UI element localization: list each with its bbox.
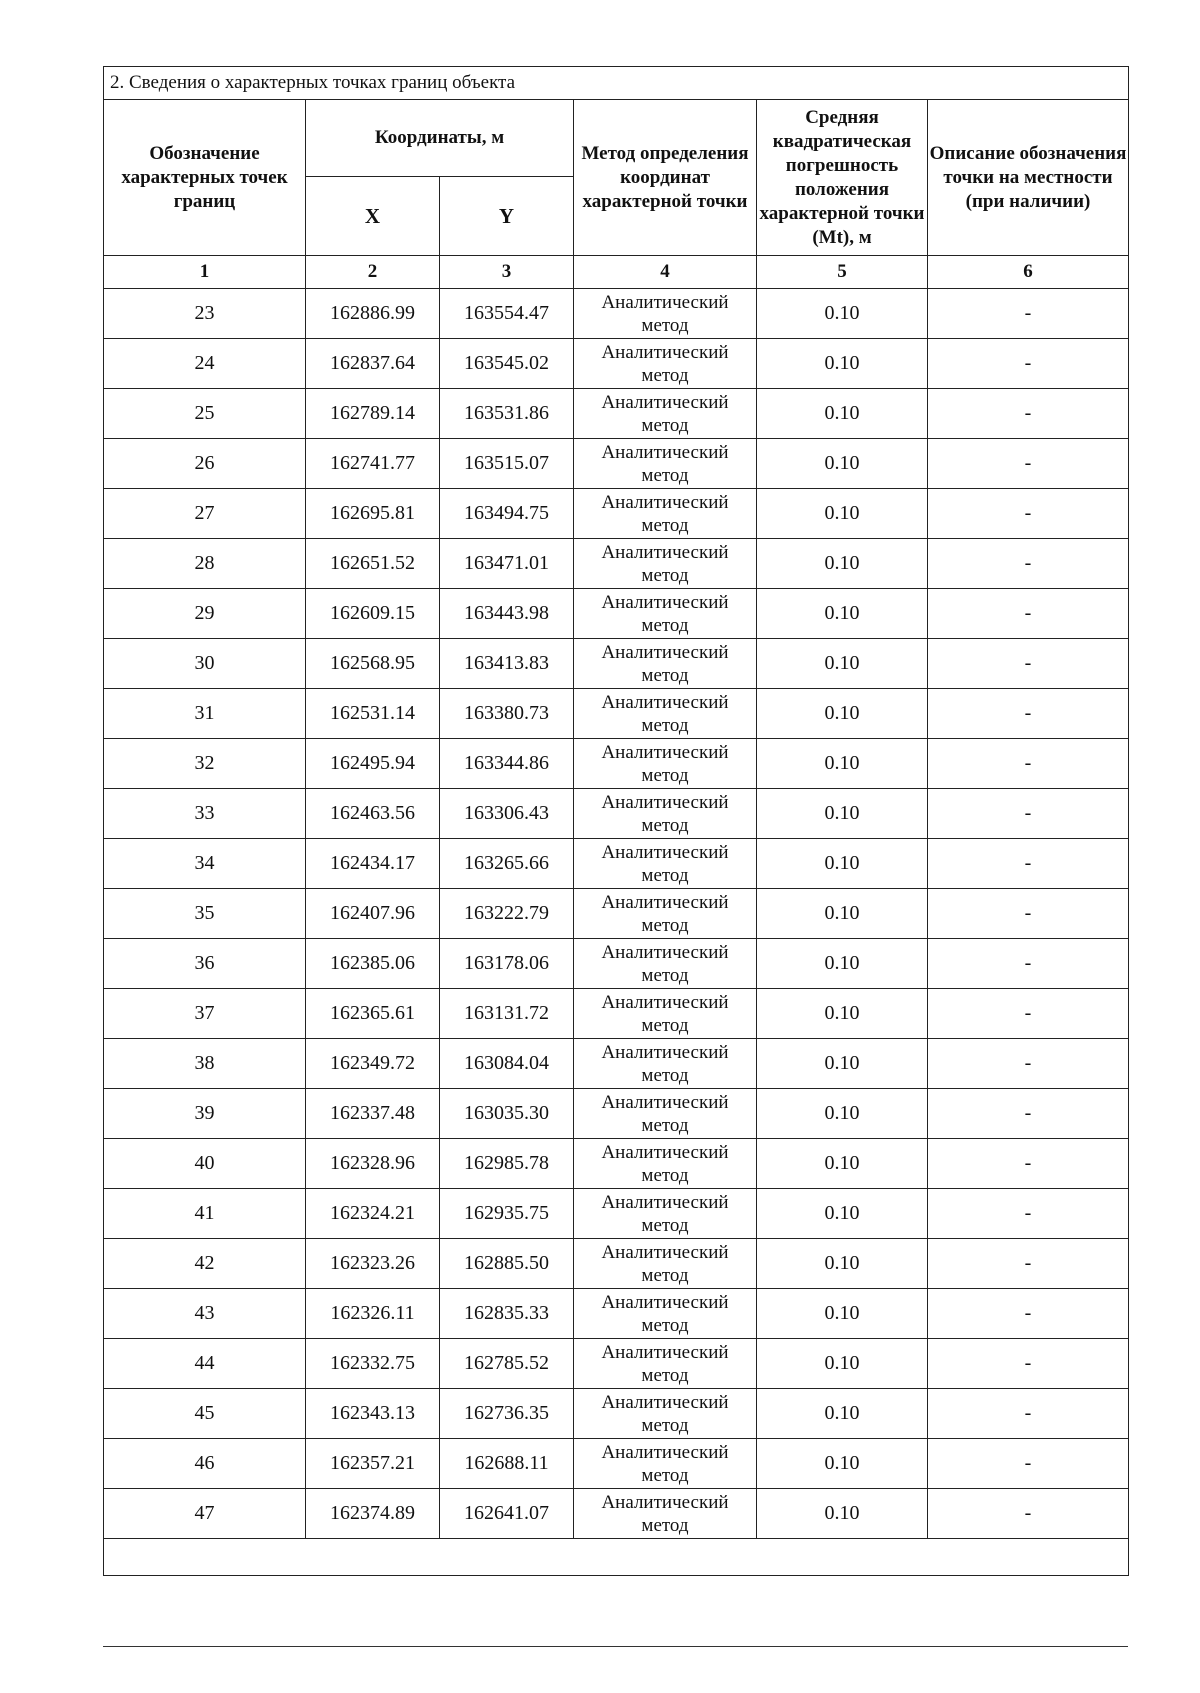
- method-text: метод: [641, 514, 689, 536]
- coordinate-y: 163222.79: [440, 889, 574, 939]
- coordinate-y: 163494.75: [440, 489, 574, 539]
- point-description: -: [928, 989, 1129, 1039]
- method-text: Аналитический: [601, 691, 729, 713]
- method-text: Аналитический: [601, 1391, 729, 1413]
- point-description: -: [928, 1039, 1129, 1089]
- point-number: 46: [104, 1439, 306, 1489]
- point-number: 33: [104, 789, 306, 839]
- table-body: [104, 289, 1129, 1539]
- point-number: 37: [104, 989, 306, 1039]
- error-value: 0.10: [757, 1239, 928, 1289]
- table-row: [104, 689, 1129, 739]
- coordinate-y: 163554.47: [440, 289, 574, 339]
- coordinate-x: 162323.26: [306, 1239, 440, 1289]
- method-text: метод: [641, 464, 689, 486]
- point-number: 26: [104, 439, 306, 489]
- coordinate-x: 162789.14: [306, 389, 440, 439]
- method-text: метод: [641, 1114, 689, 1136]
- coordinate-y: 163515.07: [440, 439, 574, 489]
- table-row: [104, 339, 1129, 389]
- table-row: [104, 1339, 1129, 1389]
- coordinate-x: 162365.61: [306, 989, 440, 1039]
- method-text: метод: [641, 1164, 689, 1186]
- coordinate-y: 162935.75: [440, 1189, 574, 1239]
- table-header: [104, 67, 1129, 289]
- method-text: метод: [641, 864, 689, 886]
- method-text: Аналитический: [601, 491, 729, 513]
- coordinate-y: 163084.04: [440, 1039, 574, 1089]
- table-row: [104, 939, 1129, 989]
- method-cell: [574, 339, 757, 389]
- point-description: -: [928, 689, 1129, 739]
- table-row: [104, 1239, 1129, 1289]
- table-row: [104, 1139, 1129, 1189]
- method-cell: [574, 589, 757, 639]
- method-text: метод: [641, 764, 689, 786]
- error-value: 0.10: [757, 539, 928, 589]
- method-cell: [574, 389, 757, 439]
- point-number: 45: [104, 1389, 306, 1439]
- coordinate-x: 162374.89: [306, 1489, 440, 1539]
- coordinate-x: 162337.48: [306, 1089, 440, 1139]
- coordinate-x: 162886.99: [306, 289, 440, 339]
- table-row: [104, 1189, 1129, 1239]
- coordinate-y: 163306.43: [440, 789, 574, 839]
- method-cell: [574, 439, 757, 489]
- error-value: 0.10: [757, 1339, 928, 1389]
- coordinate-x: 162326.11: [306, 1289, 440, 1339]
- table-row: [104, 989, 1129, 1039]
- table-row: [104, 1039, 1129, 1089]
- method-text: Аналитический: [601, 591, 729, 613]
- coordinate-x: 162495.94: [306, 739, 440, 789]
- method-text: метод: [641, 614, 689, 636]
- point-number: 38: [104, 1039, 306, 1089]
- error-value: 0.10: [757, 489, 928, 539]
- error-value: 0.10: [757, 689, 928, 739]
- method-cell: [574, 1239, 757, 1289]
- point-description: -: [928, 789, 1129, 839]
- coordinate-y: 162885.50: [440, 1239, 574, 1289]
- point-description: -: [928, 1189, 1129, 1239]
- point-number: 47: [104, 1489, 306, 1539]
- table-row: [104, 739, 1129, 789]
- coordinate-x: 162357.21: [306, 1439, 440, 1489]
- method-text: метод: [641, 914, 689, 936]
- point-description: -: [928, 589, 1129, 639]
- method-cell: [574, 1039, 757, 1089]
- table-row: [104, 839, 1129, 889]
- point-number: 41: [104, 1189, 306, 1239]
- method-text: Аналитический: [601, 291, 729, 313]
- error-value: 0.10: [757, 389, 928, 439]
- coordinate-x: 162651.52: [306, 539, 440, 589]
- error-value: 0.10: [757, 289, 928, 339]
- point-number: 29: [104, 589, 306, 639]
- method-text: Аналитический: [601, 991, 729, 1013]
- point-number: 35: [104, 889, 306, 939]
- error-value: 0.10: [757, 889, 928, 939]
- error-value: 0.10: [757, 839, 928, 889]
- table-row: [104, 539, 1129, 589]
- coordinate-y: 163471.01: [440, 539, 574, 589]
- table-row: [104, 889, 1129, 939]
- coordinate-x: 162385.06: [306, 939, 440, 989]
- coordinate-y: 163545.02: [440, 339, 574, 389]
- method-text: Аналитический: [601, 1091, 729, 1113]
- header-y: Y: [440, 177, 574, 256]
- method-cell: [574, 789, 757, 839]
- point-number: 34: [104, 839, 306, 889]
- column-number: 5: [757, 256, 928, 289]
- point-number: 43: [104, 1289, 306, 1339]
- point-number: 42: [104, 1239, 306, 1289]
- method-text: метод: [641, 1264, 689, 1286]
- table-row: [104, 489, 1129, 539]
- header-error: Средняя квадратическая погрешность положения характерной точки (Mt), м: [757, 100, 928, 256]
- table-row: [104, 1089, 1129, 1139]
- coordinate-y: 163178.06: [440, 939, 574, 989]
- column-number-row: [104, 256, 1129, 289]
- empty-footer-cell: [104, 1539, 1129, 1576]
- method-cell: [574, 1339, 757, 1389]
- method-cell: [574, 1439, 757, 1489]
- method-cell: [574, 289, 757, 339]
- method-cell: [574, 1489, 757, 1539]
- method-text: метод: [641, 1364, 689, 1386]
- header-description: Описание обозначения точки на местности (при наличии): [928, 100, 1129, 256]
- method-text: метод: [641, 1514, 689, 1536]
- method-cell: [574, 689, 757, 739]
- coordinate-x: 162349.72: [306, 1039, 440, 1089]
- method-text: Аналитический: [601, 441, 729, 463]
- table-row: [104, 589, 1129, 639]
- method-cell: [574, 489, 757, 539]
- error-value: 0.10: [757, 1489, 928, 1539]
- column-number: 1: [104, 256, 306, 289]
- method-text: метод: [641, 1214, 689, 1236]
- method-cell: [574, 1139, 757, 1189]
- column-number: 2: [306, 256, 440, 289]
- bottom-rule: [103, 1646, 1128, 1647]
- point-number: 23: [104, 289, 306, 339]
- table-row: [104, 439, 1129, 489]
- method-text: Аналитический: [601, 391, 729, 413]
- point-number: 44: [104, 1339, 306, 1389]
- error-value: 0.10: [757, 1439, 928, 1489]
- method-cell: [574, 939, 757, 989]
- error-value: 0.10: [757, 789, 928, 839]
- coordinate-y: 162785.52: [440, 1339, 574, 1389]
- section-title: 2. Сведения о характерных точках границ объекта: [104, 67, 1129, 100]
- table-row: [104, 1439, 1129, 1489]
- coordinate-x: 162531.14: [306, 689, 440, 739]
- coordinate-x: 162741.77: [306, 439, 440, 489]
- method-text: метод: [641, 1064, 689, 1086]
- method-text: Аналитический: [601, 1441, 729, 1463]
- coordinate-y: 163344.86: [440, 739, 574, 789]
- method-cell: [574, 1289, 757, 1339]
- method-text: Аналитический: [601, 341, 729, 363]
- table-row: [104, 639, 1129, 689]
- point-number: 25: [104, 389, 306, 439]
- point-description: -: [928, 539, 1129, 589]
- error-value: 0.10: [757, 739, 928, 789]
- point-number: 28: [104, 539, 306, 589]
- method-text: метод: [641, 1414, 689, 1436]
- point-number: 39: [104, 1089, 306, 1139]
- column-number: 6: [928, 256, 1129, 289]
- point-description: -: [928, 1489, 1129, 1539]
- method-text: метод: [641, 414, 689, 436]
- point-description: -: [928, 1089, 1129, 1139]
- method-text: Аналитический: [601, 1141, 729, 1163]
- error-value: 0.10: [757, 589, 928, 639]
- point-description: -: [928, 339, 1129, 389]
- boundary-points-table: [103, 66, 1129, 1576]
- method-text: Аналитический: [601, 1341, 729, 1363]
- coordinate-y: 162736.35: [440, 1389, 574, 1439]
- coordinate-x: 162434.17: [306, 839, 440, 889]
- point-number: 32: [104, 739, 306, 789]
- point-description: -: [928, 1389, 1129, 1439]
- error-value: 0.10: [757, 939, 928, 989]
- point-number: 36: [104, 939, 306, 989]
- method-text: метод: [641, 364, 689, 386]
- coordinate-y: 163380.73: [440, 689, 574, 739]
- header-designation: Обозначение характерных точек границ: [104, 100, 306, 256]
- error-value: 0.10: [757, 1389, 928, 1439]
- table-row: [104, 1489, 1129, 1539]
- method-text: Аналитический: [601, 1291, 729, 1313]
- coordinate-y: 163443.98: [440, 589, 574, 639]
- coordinate-x: 162463.56: [306, 789, 440, 839]
- method-text: Аналитический: [601, 641, 729, 663]
- method-text: метод: [641, 714, 689, 736]
- coordinate-x: 162695.81: [306, 489, 440, 539]
- coordinate-x: 162332.75: [306, 1339, 440, 1389]
- coordinate-y: 163035.30: [440, 1089, 574, 1139]
- point-number: 40: [104, 1139, 306, 1189]
- error-value: 0.10: [757, 639, 928, 689]
- point-description: -: [928, 439, 1129, 489]
- method-cell: [574, 539, 757, 589]
- method-text: Аналитический: [601, 541, 729, 563]
- method-text: Аналитический: [601, 1041, 729, 1063]
- table-row: [104, 789, 1129, 839]
- coordinate-x: 162343.13: [306, 1389, 440, 1439]
- coordinate-y: 163131.72: [440, 989, 574, 1039]
- point-description: -: [928, 1239, 1129, 1289]
- coordinate-x: 162407.96: [306, 889, 440, 939]
- error-value: 0.10: [757, 1039, 928, 1089]
- error-value: 0.10: [757, 1139, 928, 1189]
- coordinate-x: 162609.15: [306, 589, 440, 639]
- column-number: 4: [574, 256, 757, 289]
- coordinate-x: 162568.95: [306, 639, 440, 689]
- table-row: [104, 1289, 1129, 1339]
- header-x: X: [306, 177, 440, 256]
- method-cell: [574, 839, 757, 889]
- table-footer-row: [104, 1539, 1129, 1576]
- error-value: 0.10: [757, 1189, 928, 1239]
- point-description: -: [928, 289, 1129, 339]
- method-cell: [574, 1389, 757, 1439]
- method-cell: [574, 989, 757, 1039]
- point-description: -: [928, 489, 1129, 539]
- header-method: Метод определения координат характерной точки: [574, 100, 757, 256]
- coordinate-y: 162641.07: [440, 1489, 574, 1539]
- coordinate-x: 162837.64: [306, 339, 440, 389]
- coordinate-y: 162835.33: [440, 1289, 574, 1339]
- method-text: Аналитический: [601, 941, 729, 963]
- point-description: -: [928, 389, 1129, 439]
- error-value: 0.10: [757, 989, 928, 1039]
- method-cell: [574, 1189, 757, 1239]
- point-description: -: [928, 839, 1129, 889]
- method-text: метод: [641, 564, 689, 586]
- error-value: 0.10: [757, 1289, 928, 1339]
- method-text: метод: [641, 1014, 689, 1036]
- column-number: 3: [440, 256, 574, 289]
- coordinate-x: 162328.96: [306, 1139, 440, 1189]
- method-text: метод: [641, 964, 689, 986]
- method-text: Аналитический: [601, 1491, 729, 1513]
- method-text: Аналитический: [601, 741, 729, 763]
- header-coordinates: Координаты, м: [306, 100, 574, 177]
- point-description: -: [928, 939, 1129, 989]
- method-cell: [574, 739, 757, 789]
- point-number: 30: [104, 639, 306, 689]
- point-description: -: [928, 639, 1129, 689]
- error-value: 0.10: [757, 339, 928, 389]
- point-number: 31: [104, 689, 306, 739]
- method-text: метод: [641, 1314, 689, 1336]
- coordinate-y: 162985.78: [440, 1139, 574, 1189]
- error-value: 0.10: [757, 439, 928, 489]
- table-row: [104, 1389, 1129, 1439]
- method-cell: [574, 1089, 757, 1139]
- method-text: метод: [641, 814, 689, 836]
- method-cell: [574, 639, 757, 689]
- point-description: -: [928, 1139, 1129, 1189]
- method-text: Аналитический: [601, 791, 729, 813]
- coordinate-y: 163413.83: [440, 639, 574, 689]
- coordinate-y: 163265.66: [440, 839, 574, 889]
- coordinate-x: 162324.21: [306, 1189, 440, 1239]
- method-text: метод: [641, 314, 689, 336]
- table-row: [104, 389, 1129, 439]
- method-text: Аналитический: [601, 891, 729, 913]
- point-number: 27: [104, 489, 306, 539]
- table-row: [104, 289, 1129, 339]
- method-text: метод: [641, 664, 689, 686]
- point-description: -: [928, 739, 1129, 789]
- point-number: 24: [104, 339, 306, 389]
- coordinate-y: 162688.11: [440, 1439, 574, 1489]
- method-text: Аналитический: [601, 1191, 729, 1213]
- method-text: Аналитический: [601, 841, 729, 863]
- error-value: 0.10: [757, 1089, 928, 1139]
- point-description: -: [928, 1439, 1129, 1489]
- point-description: -: [928, 889, 1129, 939]
- point-description: -: [928, 1289, 1129, 1339]
- method-text: метод: [641, 1464, 689, 1486]
- method-cell: [574, 889, 757, 939]
- coordinate-y: 163531.86: [440, 389, 574, 439]
- point-description: -: [928, 1339, 1129, 1389]
- method-text: Аналитический: [601, 1241, 729, 1263]
